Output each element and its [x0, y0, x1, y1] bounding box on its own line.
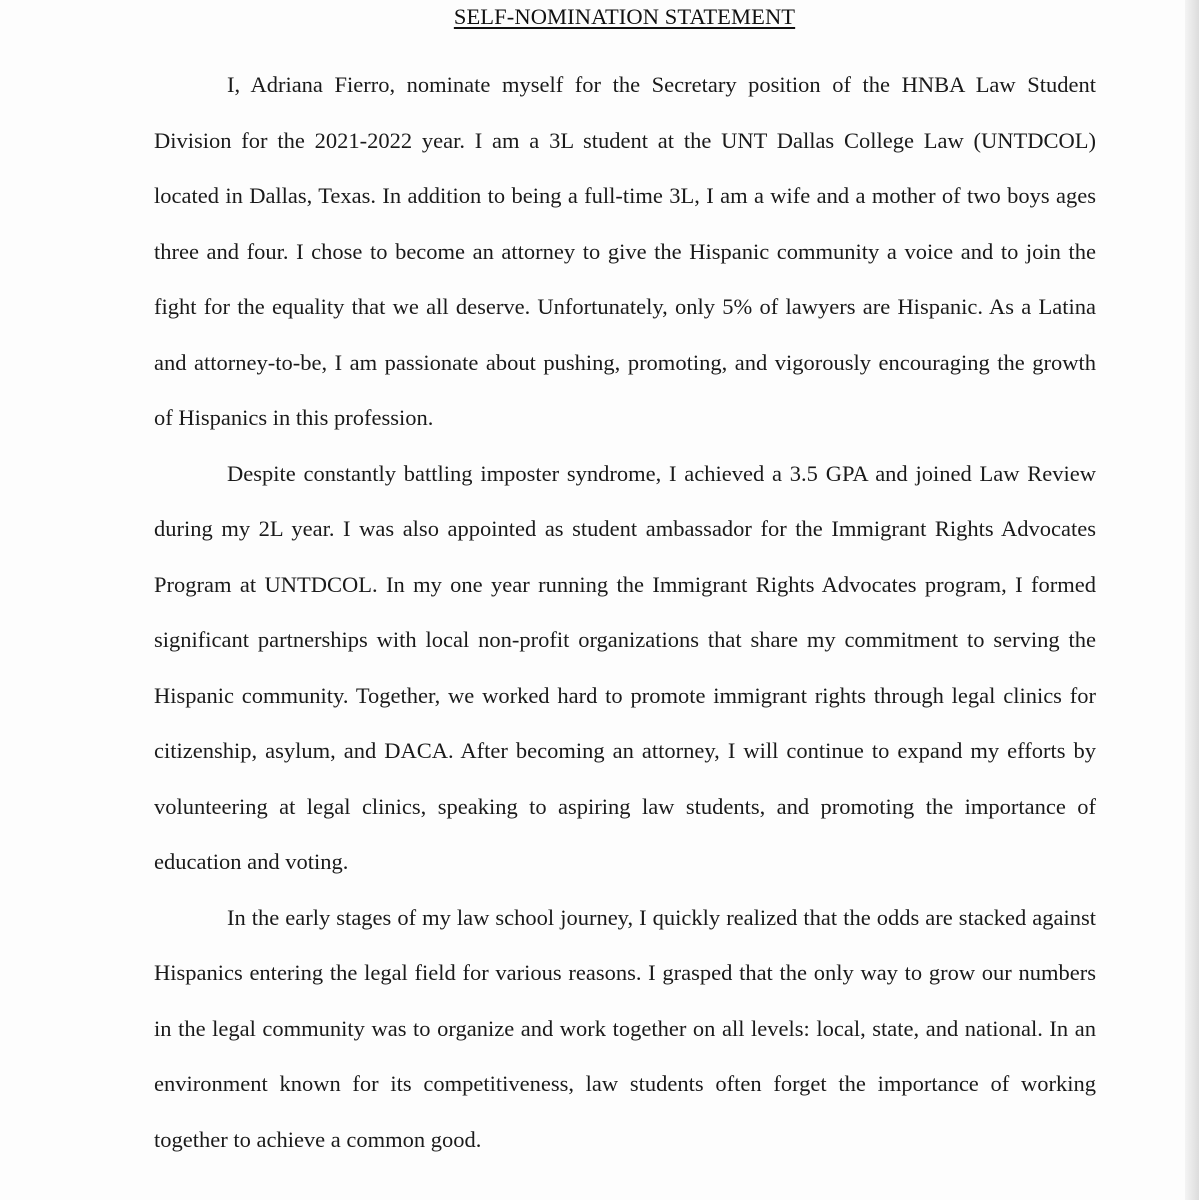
paragraph-teamwork: In the early stages of my law school journey, I quickly realized that the odds are stacked against Hispanics entering the legal field for various reasons. I grasped that the only way to grow our numbers in the legal community was to organize and work together on all levels: local, state, and national. In an environment known for its competitiveness, law students often forget the importance of working together to achieve a common good.	[154, 904, 1096, 1152]
document-body	[154, 57, 1096, 1167]
paragraph-intro: I, Adriana Fierro, nominate myself for the Secretary position of the HNBA Law Student Division for the 2021-2022 year. I am a 3L student at the UNT Dallas College Law (UNTDCOL) located in Dallas, Texas. In addition to being a full-time 3L, I am a wife and a mother of two boys ages three and four. I chose to become an attorney to give the Hispanic community a voice and to join the fight for the equality that we all deserve. Unfortunately, only 5% of lawyers are Hispanic. As a Latina and attorney-to-be, I am passionate about pushing, promoting, and vigorously encouraging the growth of Hispanics in this profession.	[154, 72, 1096, 430]
document-title: SELF-NOMINATION STATEMENT	[453, 4, 796, 29]
paragraph-achievements: Despite constantly battling imposter syndrome, I achieved a 3.5 GPA and joined Law Review during my 2L year. I was also appointed as student ambassador for the Immigrant Rights Advocates Program at UNTDCOL. In my one year running the Immigrant Rights Advocates program, I formed significant partnerships with local non-profit organizations that share my commitment to serving the Hispanic community. Together, we worked hard to promote immigrant rights through legal clinics for citizenship, asylum, and DACA. After becoming an attorney, I will continue to expand my efforts by volunteering at legal clinics, speaking to aspiring law students, and promoting the importance of education and voting.	[154, 460, 1096, 874]
page-edge-shadow	[1185, 0, 1199, 1200]
